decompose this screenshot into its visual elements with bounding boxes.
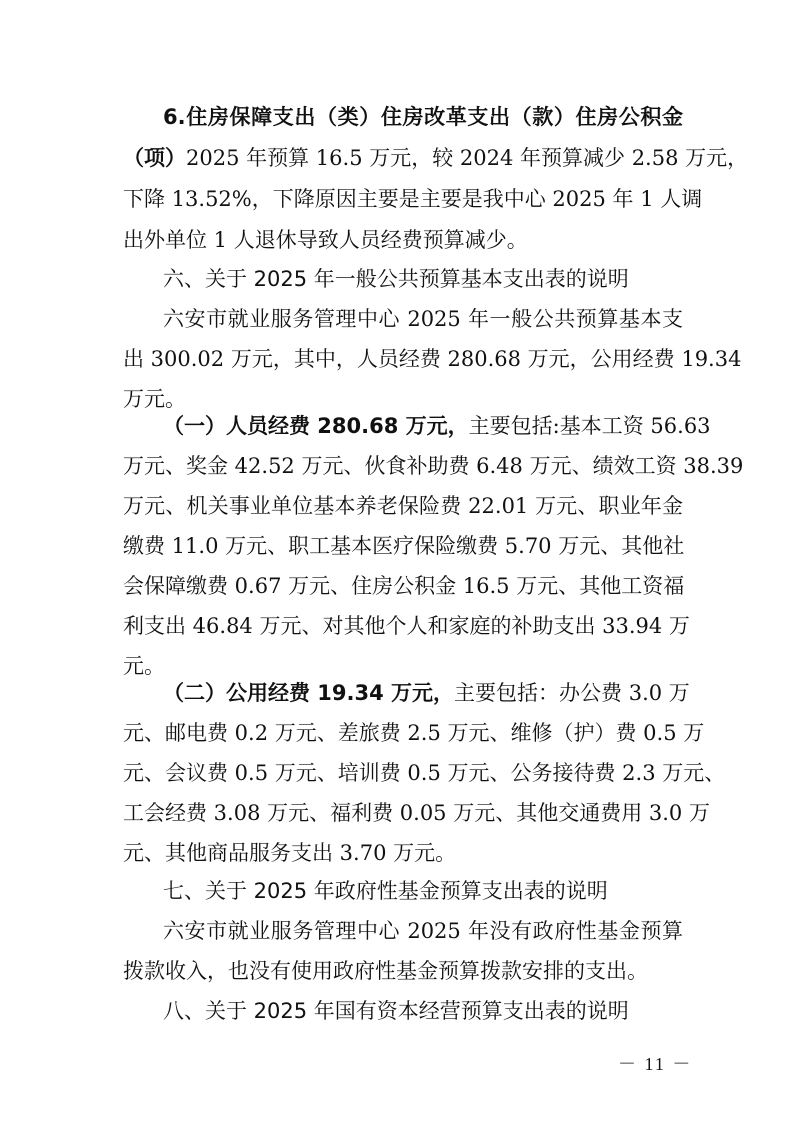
personnel-line-5: 会保障缴费 0.67 万元、住房公积金 16.5 万元、其他工资福 xyxy=(123,574,685,598)
section-eight-heading: 八、关于 2025 年国有资本经营预算支出表的说明 xyxy=(163,999,629,1023)
personnel-line-6: 利支出 46.84 万元、对其他个人和家庭的补助支出 33.94 万 xyxy=(123,614,690,638)
section-six-p1-line-1: 六安市就业服务管理中心 2025 年一般公共预算基本支 xyxy=(163,307,683,331)
section-six-p1-line-2: 出 300.02 万元，其中，人员经费 280.68 万元，公用经费 19.34 xyxy=(123,347,742,371)
item-6-project-label: （项） xyxy=(123,146,186,170)
public-line-4: 工会经费 3.08 万元、福利费 0.05 万元、其他交通费用 3.0 万 xyxy=(123,801,710,825)
section-seven-line-1: 六安市就业服务管理中心 2025 年没有政府性基金预算 xyxy=(163,919,683,943)
personnel-line-1 xyxy=(163,413,711,439)
public-line-3: 元、会议费 0.5 万元、培训费 0.5 万元、公务接待费 2.3 万元、 xyxy=(123,761,726,785)
section-six-heading: 六、关于 2025 年一般公共预算基本支出表的说明 xyxy=(163,267,629,291)
item-6-title: 6.住房保障支出（类）住房改革支出（款）住房公积金 xyxy=(163,105,683,129)
item-6-line-3: 下降 13.52%，下降原因主要是主要是我中心 2025 年 1 人调 xyxy=(123,187,703,211)
personnel-line-7: 元。 xyxy=(123,654,165,678)
item-6-line-2-text: 2025 年预算 16.5 万元，较 2024 年预算减少 2.58 万元， xyxy=(186,146,749,170)
public-line-1 xyxy=(163,680,690,706)
page-number: － 11 － xyxy=(618,1054,693,1074)
section-seven-line-2: 拨款收入，也没有使用政府性基金预算拨款安排的支出。 xyxy=(123,959,648,983)
personnel-line-2: 万元、奖金 42.52 万元、伙食补助费 6.48 万元、绩效工资 38.39 xyxy=(123,454,744,478)
item-6-line-4: 出外单位 1 人退休导致人员经费预算减少。 xyxy=(123,228,528,252)
public-line-5: 元、其他商品服务支出 3.70 万元。 xyxy=(123,841,457,865)
personnel-line-4: 缴费 11.0 万元、职工基本医疗保险缴费 5.70 万元、其他社 xyxy=(123,534,685,558)
section-six-p1-line-3: 万元。 xyxy=(123,387,186,411)
personnel-line-1-text: 主要包括:基本工资 56.63 xyxy=(468,414,711,438)
section-seven-heading: 七、关于 2025 年政府性基金预算支出表的说明 xyxy=(163,879,608,903)
public-line-1-text: 主要包括：办公费 3.0 万 xyxy=(454,681,690,705)
personnel-expense-heading: （一）人员经费 280.68 万元， xyxy=(163,414,469,438)
item-6-line-2 xyxy=(123,145,749,171)
personnel-line-3: 万元、机关事业单位基本养老保险费 22.01 万元、职业年金 xyxy=(123,494,683,518)
public-expense-heading: （二）公用经费 19.34 万元， xyxy=(163,681,455,705)
public-line-2: 元、邮电费 0.2 万元、差旅费 2.5 万元、维修（护）费 0.5 万 xyxy=(123,721,705,745)
